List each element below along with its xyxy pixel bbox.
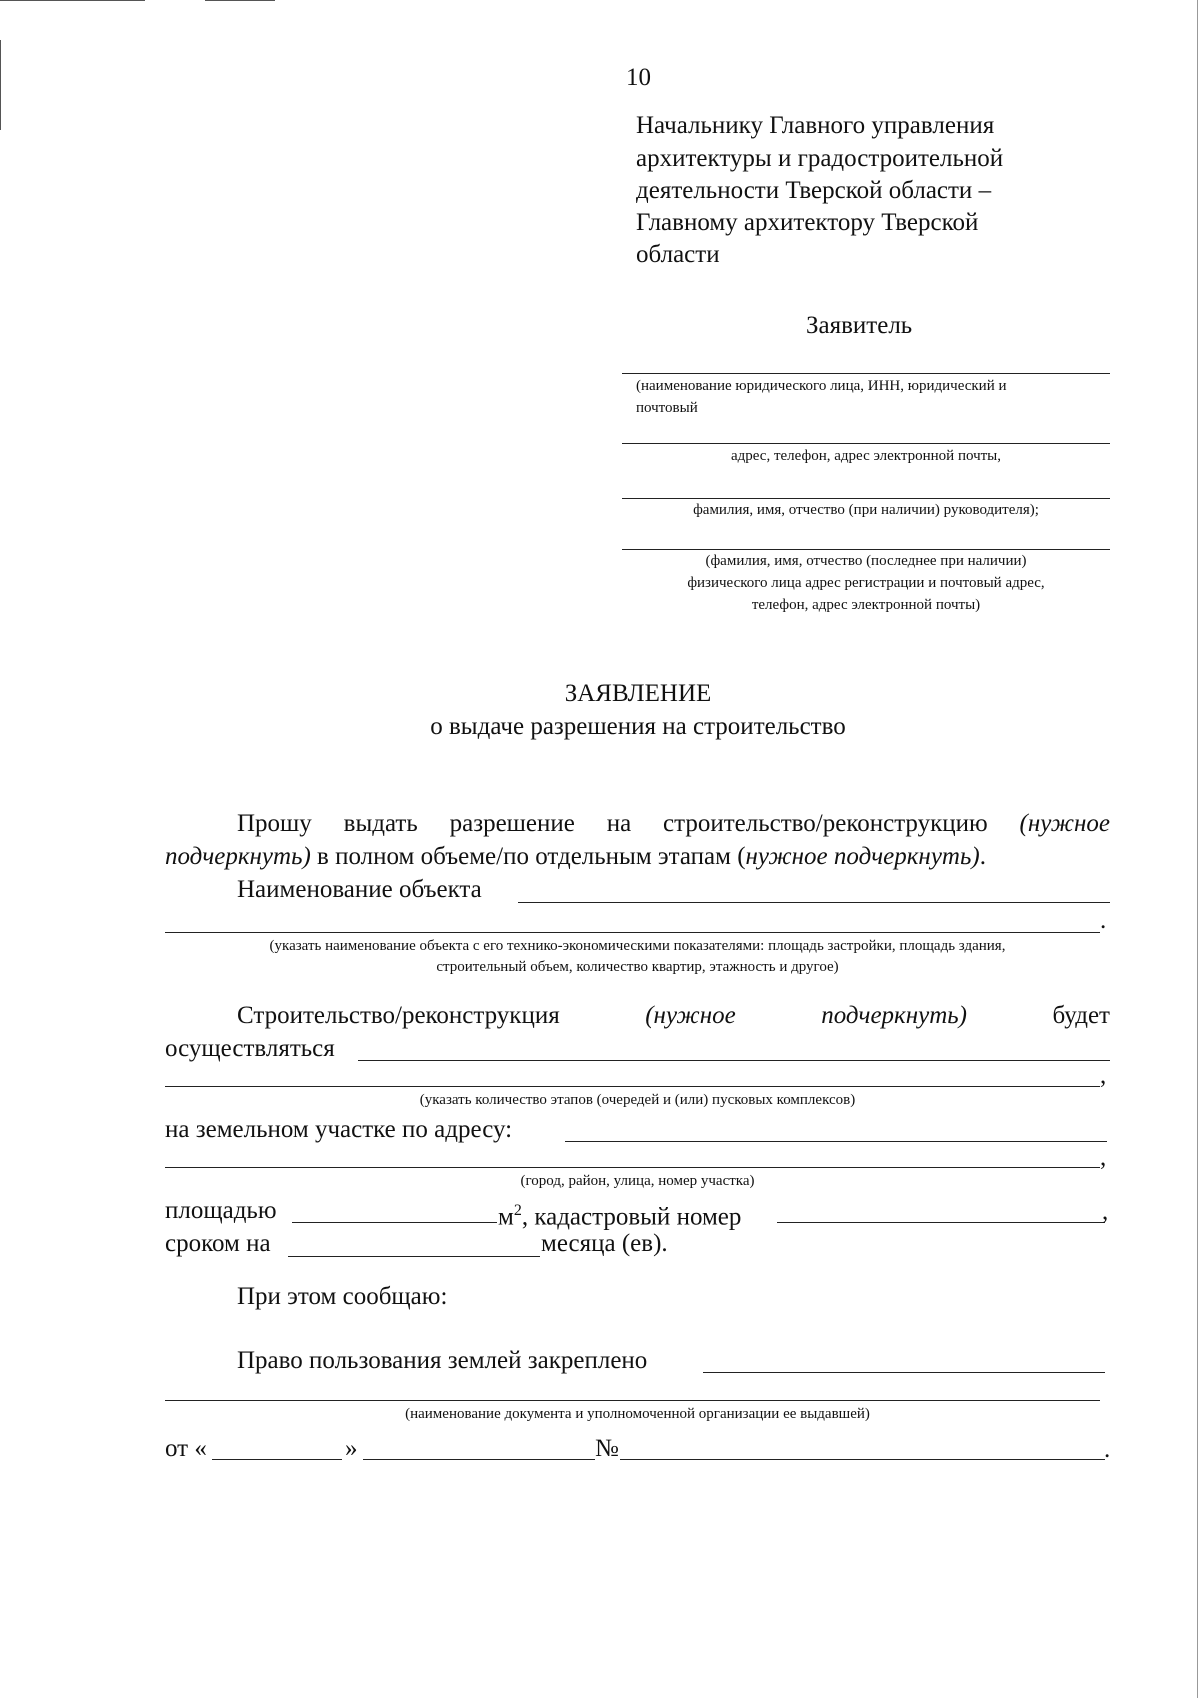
scan-border-top bbox=[0, 0, 145, 1]
applicant-hint-1b: почтовый bbox=[636, 400, 698, 416]
address-hint: (город, район, улица, номер участка) bbox=[520, 1173, 755, 1189]
request-text-d: в полном объеме/по отдельным этапам ( bbox=[310, 843, 746, 870]
recipient-line-5: области bbox=[636, 241, 720, 268]
applicant-hint-1: (наименование юридического лица, ИНН, юридический и bbox=[636, 378, 1007, 394]
report-text: При этом сообщаю: bbox=[237, 1283, 448, 1310]
scan-border-left bbox=[0, 40, 1, 130]
area-unit-sup: 2 bbox=[513, 1202, 522, 1219]
object-line-end: . bbox=[1100, 907, 1107, 934]
date-year-field[interactable] bbox=[363, 1459, 595, 1460]
applicant-hint-2: адрес, телефон, адрес электронной почты, bbox=[730, 448, 1002, 464]
quote-close: » bbox=[345, 1435, 358, 1462]
object-hint-b: строительный объем, количество квартир, этажность и другое) bbox=[436, 959, 839, 975]
land-right-field[interactable] bbox=[703, 1372, 1105, 1373]
build-text-a: Строительство/реконструкция bbox=[237, 1002, 560, 1029]
land-right-field-2[interactable] bbox=[165, 1400, 1100, 1401]
from-label: от « bbox=[165, 1435, 207, 1462]
build-text-d: будет bbox=[1052, 1002, 1110, 1029]
applicant-address-line[interactable] bbox=[622, 443, 1110, 444]
applicant-head-line[interactable] bbox=[622, 498, 1110, 499]
request-line-2 bbox=[165, 841, 986, 873]
recipient-line-2: архитектуры и градостроительной bbox=[636, 145, 1004, 172]
document-number-field[interactable] bbox=[620, 1459, 1105, 1460]
request-text-f: . bbox=[979, 843, 986, 870]
build-text-e: осуществляться bbox=[165, 1035, 335, 1062]
request-text-e: нужное подчеркнуть) bbox=[745, 843, 980, 870]
request-text-a: Прошу выдать разрешение на строительство/реконструкцию bbox=[237, 810, 1020, 837]
address-label: на земельном участке по адресу: bbox=[165, 1116, 513, 1143]
applicant-hint-4b: физического лица адрес регистрации и почтовый адрес, bbox=[687, 575, 1045, 591]
doc-hint: (наименование документа и уполномоченной организации ее выдавшей) bbox=[405, 1406, 870, 1422]
stages-line-end: , bbox=[1100, 1062, 1107, 1089]
build-text-c: подчеркнуть) bbox=[821, 1002, 968, 1029]
term-unit: месяца (ев). bbox=[541, 1230, 668, 1257]
cadastral-label: , кадастровый номер bbox=[521, 1203, 742, 1231]
stages-hint: (указать количество этапов (очередей и (или) пусковых комплексов) bbox=[419, 1092, 856, 1108]
recipient-line-1: Начальнику Главного управления bbox=[636, 112, 995, 139]
number-sign: № bbox=[595, 1435, 619, 1462]
cadastral-line-end: , bbox=[1102, 1198, 1109, 1225]
request-text-b: (нужное bbox=[1019, 810, 1110, 837]
scan-border-right bbox=[1197, 0, 1198, 1698]
build-stages-field[interactable] bbox=[358, 1060, 1110, 1061]
land-right-label: Право пользования землей закреплено bbox=[237, 1347, 648, 1374]
document-subtitle: о выдаче разрешения на строительство bbox=[430, 713, 846, 740]
area-label: площадью bbox=[165, 1197, 277, 1224]
applicant-hint-3: фамилия, имя, отчество (при наличии) руководителя); bbox=[693, 502, 1039, 518]
request-line-1 bbox=[237, 808, 1110, 840]
applicant-heading: Заявитель bbox=[806, 312, 913, 339]
recipient-line-3: деятельности Тверской области – bbox=[636, 177, 992, 204]
area-unit: м bbox=[498, 1203, 514, 1231]
object-name-field-2[interactable] bbox=[165, 932, 1100, 933]
term-label: сроком на bbox=[165, 1230, 271, 1257]
cadastral-field[interactable] bbox=[777, 1222, 1105, 1223]
applicant-person-line[interactable] bbox=[622, 549, 1110, 550]
address-field[interactable] bbox=[565, 1141, 1107, 1142]
address-line-end: , bbox=[1100, 1144, 1107, 1171]
applicant-hint-4a: (фамилия, имя, отчество (последнее при наличии) bbox=[705, 553, 1027, 569]
recipient-line-4: Главному архитектору Тверской bbox=[636, 209, 979, 236]
build-text-b: (нужное bbox=[645, 1002, 736, 1029]
number-line-end: . bbox=[1104, 1436, 1111, 1463]
object-hint-a: (указать наименование объекта с его технико-экономическими показателями: площадь застройки, площадь здания, bbox=[269, 938, 1006, 954]
date-day-field[interactable] bbox=[212, 1459, 342, 1460]
page-number: 10 bbox=[626, 64, 651, 91]
area-field[interactable] bbox=[292, 1222, 497, 1223]
request-text-c: подчеркнуть) bbox=[165, 843, 311, 870]
scan-border-top-right bbox=[205, 0, 275, 1]
object-name-field[interactable] bbox=[518, 902, 1110, 903]
term-field[interactable] bbox=[288, 1256, 540, 1257]
address-field-2[interactable] bbox=[165, 1167, 1100, 1168]
build-line-1 bbox=[237, 1000, 1110, 1032]
applicant-hint-4c: телефон, адрес электронной почты) bbox=[751, 597, 981, 613]
document-title: ЗАЯВЛЕНИЕ bbox=[564, 680, 712, 707]
applicant-name-line[interactable] bbox=[622, 373, 1110, 374]
object-label: Наименование объекта bbox=[237, 876, 482, 903]
build-stages-field-2[interactable] bbox=[165, 1086, 1100, 1087]
